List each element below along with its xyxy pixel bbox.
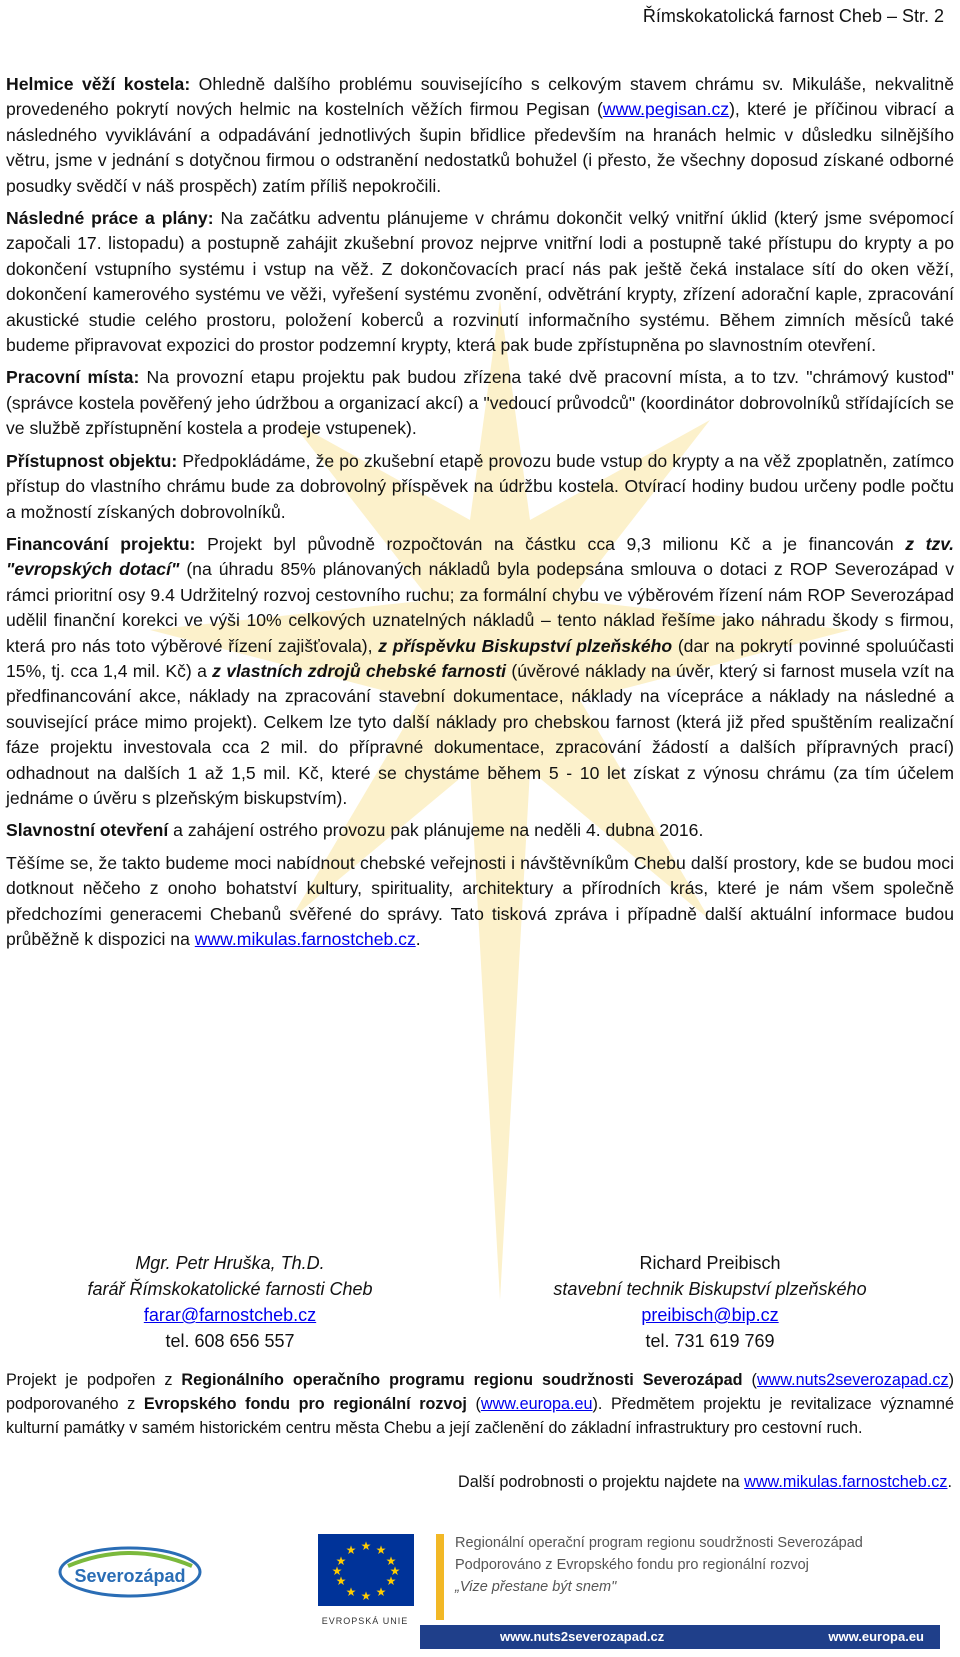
signature-name: Richard Preibisch bbox=[639, 1253, 781, 1273]
footer-text: ). Předmětem projektu je revitalizace významné kulturní památky v samém historickém centru města Chebu a její začlenění do základní infrastruktury pro cestovní ruch. bbox=[6, 1395, 955, 1437]
program-banner bbox=[0, 1510, 960, 1657]
section-text: (úvěrové náklady na úvěr, který si farnost musela vzít na předfinancování akce, náklady na zpracování stavební dokumentace, náklady na vícepráce a náklady na následné a související práce mimo projekt). Celkem lze tyto další náklady pro chebskou farnost (která již před spuštěním realizační fáze projektu investovala cca 2 mil. do přípravné dokumentace, zpracování žádostí a dalších přípravných prací) odhadnout na dalších 1 až 1,5 mil. Kč, které se chystáme během 5 - 10 let získat z výnosu chrámu (za tím účelem jednáme o úvěru s plzeňským biskupstvím). bbox=[6, 660, 954, 808]
footer-bold: Evropského fondu pro regionální rozvoj bbox=[143, 1395, 467, 1413]
signature-name: Mgr. Petr Hruška, Th.D. bbox=[135, 1253, 325, 1273]
banner-line: Regionální operační program regionu soudržnosti Severozápad bbox=[455, 1535, 863, 1551]
section-text: (dar na pokrytí povinné spoluúčasti 15%, tj. cca 1,4 mil. Kč) a bbox=[6, 635, 954, 681]
section-helmice bbox=[6, 72, 954, 199]
more-info bbox=[458, 1473, 952, 1492]
more-end: . bbox=[947, 1473, 952, 1491]
star-icon: ★ bbox=[375, 1585, 387, 1599]
section-financovani bbox=[6, 532, 954, 811]
banner-url[interactable]: www.nuts2severozapad.cz bbox=[500, 1629, 665, 1644]
star-icon: ★ bbox=[385, 1574, 397, 1588]
signature-phone: tel. 731 619 769 bbox=[645, 1331, 775, 1351]
section-title: Přístupnost objektu: bbox=[6, 450, 178, 471]
footer-text: ) podporovaného z bbox=[6, 1371, 954, 1413]
section-zaver bbox=[6, 851, 954, 953]
accent-bar bbox=[436, 1534, 444, 1620]
star-icon: ★ bbox=[345, 1543, 357, 1557]
severozapad-logo bbox=[50, 1546, 210, 1606]
banner-url-bar bbox=[420, 1625, 940, 1649]
star-icon: ★ bbox=[360, 1539, 372, 1553]
logo-text: Severozápad bbox=[74, 1566, 186, 1586]
main-content bbox=[6, 72, 954, 959]
signature-phone: tel. 608 656 557 bbox=[165, 1331, 295, 1351]
more-text: Další podrobnosti o projektu najdete na bbox=[458, 1473, 745, 1491]
star-icon: ★ bbox=[389, 1564, 401, 1578]
signature-right bbox=[510, 1250, 910, 1354]
banner-url[interactable]: www.europa.eu bbox=[828, 1629, 924, 1644]
section-text: . bbox=[415, 929, 421, 949]
emphasis-text: z vlastních zdrojů chebské farnosti bbox=[212, 660, 507, 681]
star-icon: ★ bbox=[385, 1554, 397, 1568]
footer-text: Projekt je podpořen z bbox=[6, 1371, 182, 1389]
europa-link[interactable]: www.europa.eu bbox=[480, 1395, 593, 1413]
banner-text bbox=[455, 1532, 863, 1598]
footer-text: ( bbox=[742, 1371, 757, 1389]
section-text: Projekt byl původně rozpočtován na částku cca 9,3 milionu Kč a je financován bbox=[195, 533, 906, 554]
signature-left bbox=[30, 1250, 430, 1354]
star-icon: ★ bbox=[335, 1574, 347, 1588]
star-icon: ★ bbox=[360, 1589, 372, 1603]
section-title: Následné práce a plány: bbox=[6, 208, 214, 229]
emphasis-text: z tzv. "evropských dotací" bbox=[6, 533, 954, 580]
nuts2-link[interactable]: www.nuts2severozapad.cz bbox=[756, 1371, 949, 1389]
section-text: Těšíme se, že takto budeme moci nabídnout chebské veřejnosti i návštěvníkům Chebu další prostory, kde se budou moci dotknout něčeho z onoho bohatství kultury, spirituality, architektury a přírodních krás, které je nám všem společně předchozími generacemi Chebanů svěřené do správy. Tato tisková zpráva i případně další aktuální informace budou průběžně k dispozici na bbox=[6, 852, 954, 949]
signature-role: farář Římskokatolické farnosti Cheb bbox=[87, 1279, 373, 1299]
more-link[interactable]: www.mikulas.farnostcheb.cz bbox=[744, 1473, 948, 1491]
email-link[interactable]: preibisch@bip.cz bbox=[641, 1305, 779, 1325]
section-text: (na úhradu 85% plánovaných nákladů byla podepsána smlouva o dotaci z ROP Severozápad v rámci prioritní osy 9.4 Udržitelný rozvoj cestovního ruchu; za formální chybu ve výběrovém řízení nám ROP Severozápad udělil finanční korekci ve výši 10% celkových uznatelných nákladů – tento náklad řešíme jako náhradu škody s firmou, která pro nás toto výběrové řízení zajišťovala), bbox=[6, 559, 954, 656]
pegisan-link[interactable]: www.pegisan.cz bbox=[602, 99, 730, 120]
section-text: Na provozní etapu projektu pak budou zřízena také dvě pracovní místa, a to tzv. "chrámový kustod" (správce kostela pověřený jeho údržbou a organizací akcí) a "vedoucí průvodců" (koordinátor dobrovolníků střídajících se ve službě zpřístupnění kostela a prodeje vstupenek). bbox=[6, 367, 954, 439]
banner-line: Podporováno z Evropského fondu pro regionální rozvoj bbox=[455, 1557, 809, 1573]
eu-flag bbox=[318, 1534, 414, 1606]
star-icon: ★ bbox=[331, 1564, 343, 1578]
section-title: Financování projektu: bbox=[6, 533, 196, 554]
footer-text: ( bbox=[466, 1395, 481, 1413]
section-pristupnost bbox=[6, 449, 954, 525]
email-link[interactable]: farar@farnostcheb.cz bbox=[143, 1305, 317, 1325]
star-icon: ★ bbox=[335, 1554, 347, 1568]
footer-bold: Regionálního operačního programu regionu soudržnosti Severozápad bbox=[181, 1371, 743, 1389]
section-otevreni bbox=[6, 818, 954, 843]
section-text: ), které je příčinou vibrací a následného vyviklávání a odpadávání jednotlivých šupin břidlice především na hranách helmic v důsledku silnějšího větru, jsme v jednání s dotyčnou firmou o odstranění nedostatků bohužel (i přesto, že všechny doposud získané odborné posudky svědčí v náš prospěch) zatím příliš nepokročili. bbox=[6, 99, 954, 196]
page-header: Římskokatolická farnost Cheb – Str. 2 bbox=[642, 6, 944, 26]
star-icon: ★ bbox=[375, 1543, 387, 1557]
section-title: Slavnostní otevření bbox=[6, 820, 169, 841]
section-title: Helmice věží kostela: bbox=[6, 74, 191, 94]
mikulas-link[interactable]: www.mikulas.farnostcheb.cz bbox=[194, 929, 416, 949]
emphasis-text: z příspěvku Biskupství plzeňského bbox=[378, 635, 673, 656]
section-text: Předpokládáme, že po zkušební etapě provozu bude vstup do krypty a na věž zpoplatněn, zatímco přístup do vlastního chrámu bude za dobrovolný příspěvek na údržbu kostela. Otvírací hodiny budou určeny podle počtu a možností získaných dobrovolníků. bbox=[6, 450, 954, 522]
section-text: Na začátku adventu plánujeme v chrámu dokončit velký vnitřní úklid (který jsme svépomocí započali 17. listopadu) a postupně zahájit zkušební provoz nejprve vnitřní lodi a postupně také přístupu do krypty a po dokončení vstupního systému i vstup na věž. Z dokončovacích prací nás pak ještě čeká instalace sítí do oken věží, dokončení kamerového systému ve věži, vyřešení systému zvonění, odvětrání krypty, zřízení adorační kaple, zpracování akustické studie celého prostoru, položení koberců a rozvinutí informačního systému. Během zimních měsíců také budeme připravovat expozici do prostor podzemní krypty, která pak bude zpřístupněna po slavnostním otevření. bbox=[6, 208, 954, 356]
footer-note bbox=[6, 1368, 954, 1440]
section-text: a zahájení ostrého provozu pak plánujeme na neděli 4. dubna 2016. bbox=[168, 820, 704, 841]
star-icon: ★ bbox=[345, 1585, 357, 1599]
eu-label: EVROPSKÁ UNIE bbox=[321, 1616, 409, 1626]
banner-line: „Vize přestane být snem" bbox=[455, 1579, 617, 1595]
eu-flag-logo bbox=[300, 1534, 430, 1652]
section-title: Pracovní místa: bbox=[6, 367, 140, 388]
section-text: Ohledně dalšího problému souvisejícího s celkovým stavem chrámu sv. Mikuláše, nekvalitně provedeného pokrytí nových helmic na kostelních věžích firmou Pegisan ( bbox=[6, 74, 954, 120]
section-mista bbox=[6, 365, 954, 441]
signature-role: stavební technik Biskupství plzeňského bbox=[553, 1279, 867, 1299]
section-prace bbox=[6, 206, 954, 358]
